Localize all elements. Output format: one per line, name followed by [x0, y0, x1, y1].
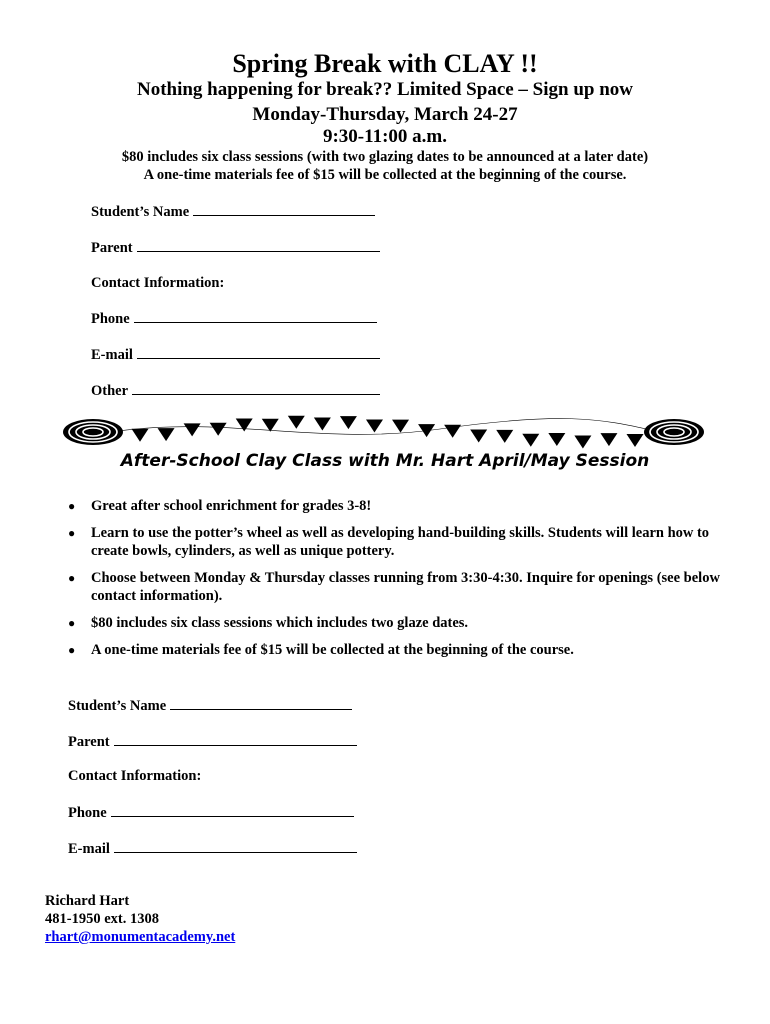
dates-line: Monday-Thursday, March 24-27 — [252, 104, 518, 125]
form1-student-name-field[interactable] — [91, 203, 375, 221]
bullet-item: ● Choose between Monday & Thursday classes running from 3:30-4:30. Inquire for openings (see below contact information). — [68, 570, 720, 604]
price-line: $80 includes six class sessions (with two glazing dates to be announced at a later date) — [121, 149, 649, 165]
triangle-pattern — [132, 416, 644, 449]
bullet-icon: ● — [68, 499, 76, 513]
divider-triangle — [158, 428, 175, 441]
form1-other-field[interactable] — [91, 382, 380, 400]
phone-label: Phone — [91, 311, 130, 327]
decorative-divider — [60, 412, 710, 454]
parent-label: Parent — [91, 240, 133, 256]
bullet-item: ● $80 includes six class sessions which includes two glaze dates. — [68, 615, 469, 631]
divider-triangle — [444, 425, 461, 438]
phone-line[interactable] — [134, 310, 377, 323]
divider-triangle — [288, 416, 305, 429]
divider-triangle — [236, 418, 253, 431]
divider-triangle — [210, 423, 227, 436]
contact-email-link[interactable]: rhart@monumentacademy.net — [45, 929, 236, 945]
student-name-label: Student’s Name — [68, 698, 167, 714]
email-label: E-mail — [68, 841, 110, 857]
divider-triangle — [522, 434, 539, 447]
divider-triangle — [627, 434, 644, 447]
email-line[interactable] — [114, 840, 357, 853]
subtitle: Nothing happening for break?? Limited Space – Sign up now — [136, 79, 634, 100]
bullet-item: ● Great after school enrichment for grades 3-8! — [68, 498, 372, 514]
email-label: E-mail — [91, 347, 133, 363]
student-name-label: Student’s Name — [91, 204, 190, 220]
divider-triangle — [132, 429, 149, 442]
bullet-icon: ● — [68, 571, 76, 585]
other-line[interactable] — [132, 382, 380, 395]
parent-line[interactable] — [137, 239, 380, 252]
divider-triangle — [314, 418, 331, 431]
divider-triangle — [184, 423, 201, 436]
bullet-item: ● A one-time materials fee of $15 will be collected at the beginning of the course. — [68, 642, 574, 658]
right-spiral-icon — [644, 419, 704, 445]
bullet-icon: ● — [68, 616, 76, 630]
info-bullet-list — [68, 497, 728, 668]
after-school-heading: After-School Clay Class with Mr. Hart April/May Session — [120, 451, 650, 471]
form1-phone-field[interactable] — [91, 310, 377, 328]
form1-contact-info-label: Contact Information: — [91, 275, 225, 291]
contact-phone: 481-1950 ext. 1308 — [45, 911, 159, 927]
form2-phone-field[interactable] — [68, 804, 354, 822]
fee-line: A one-time materials fee of $15 will be collected at the beginning of the course. — [143, 167, 627, 183]
parent-label: Parent — [68, 734, 110, 750]
form2-email-field[interactable] — [68, 840, 357, 858]
divider-triangle — [574, 435, 591, 448]
other-label: Other — [91, 383, 129, 399]
form1-email-field[interactable] — [91, 346, 380, 364]
divider-triangle — [600, 433, 617, 446]
divider-triangle — [366, 420, 383, 433]
phone-label: Phone — [68, 805, 107, 821]
form2-contact-info-label: Contact Information: — [68, 768, 202, 784]
phone-line[interactable] — [111, 804, 354, 817]
divider-triangle — [340, 416, 357, 429]
email-line[interactable] — [137, 346, 380, 359]
divider-triangle — [392, 420, 409, 433]
student-name-line[interactable] — [193, 203, 375, 216]
bullet-icon: ● — [68, 526, 76, 540]
contact-name: Richard Hart — [45, 893, 130, 909]
form1-parent-field[interactable] — [91, 239, 380, 257]
divider-triangle — [548, 433, 565, 446]
student-name-line[interactable] — [170, 697, 352, 710]
bullet-item: ● Learn to use the potter’s wheel as well as developing hand-building skills. Students will learn how to create bowls, cylinders, as well as unique pottery. — [68, 525, 710, 559]
form2-student-name-field[interactable] — [68, 697, 352, 715]
bullet-icon: ● — [68, 643, 76, 657]
time-line: 9:30-11:00 a.m. — [322, 126, 447, 147]
divider-triangle — [418, 424, 435, 437]
left-spiral-icon — [63, 419, 123, 445]
divider-triangle — [496, 430, 513, 443]
parent-line[interactable] — [114, 733, 357, 746]
divider-triangle — [470, 429, 487, 442]
page-title: Spring Break with CLAY !! — [232, 49, 538, 78]
form2-parent-field[interactable] — [68, 733, 357, 751]
